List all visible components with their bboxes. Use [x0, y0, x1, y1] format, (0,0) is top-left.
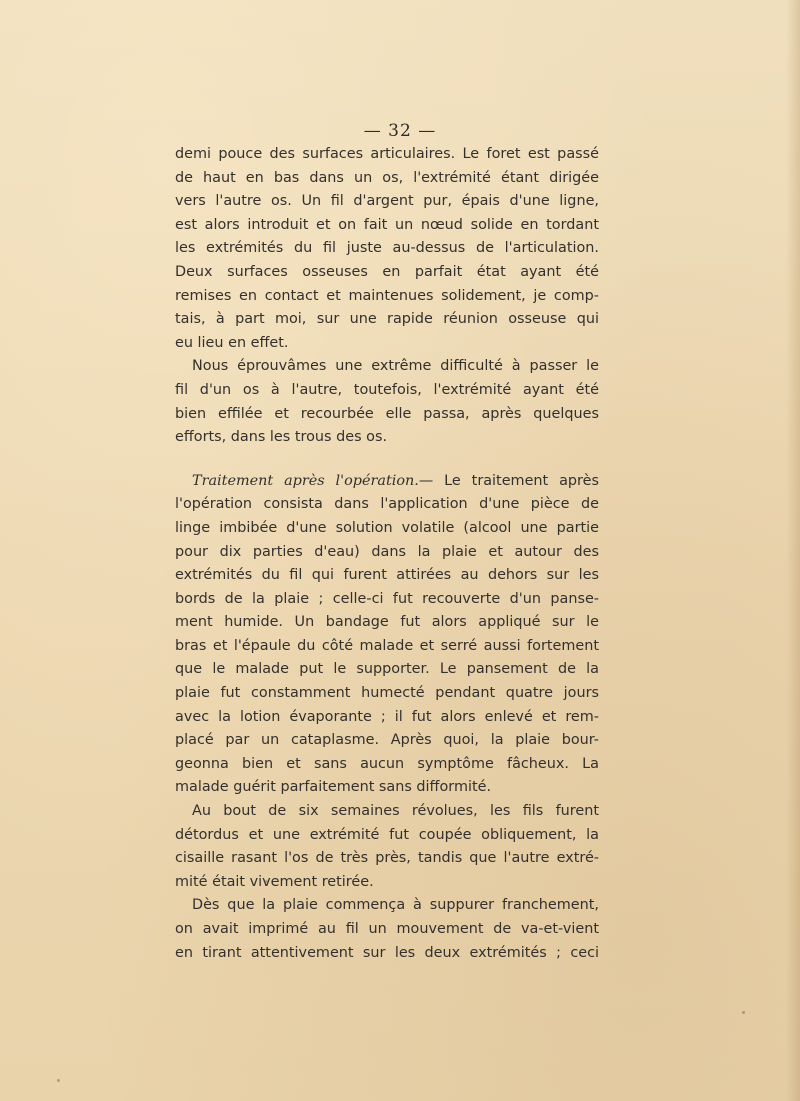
text-line: malade guérit parfaitement sans difformité.	[175, 779, 492, 796]
text-line: efforts, dans les trous des os.	[175, 429, 388, 446]
text-line: Nous éprouvâmes une extrême difficulté à passer le	[192, 358, 599, 375]
section-heading: Traitement après l'opération.	[192, 472, 419, 489]
text-line: que le malade put le supporter. Le pansement de la	[175, 661, 599, 678]
text-line: demi pouce des surfaces articulaires. Le foret est passé	[175, 146, 599, 162]
text-line: eu lieu en effet.	[175, 334, 289, 351]
paper-speck	[742, 1011, 745, 1014]
body-text	[175, 143, 599, 965]
text-line: placé par un cataplasme. Après quoi, la plaie bour-	[175, 732, 599, 749]
text-line: Dès que la plaie commença à suppurer franchement,	[192, 897, 599, 914]
paper-speck	[265, 880, 268, 883]
text-line: plaie fut constamment humecté pendant quatre jours	[175, 685, 599, 702]
text-line: l'opération consista dans l'application d'une pièce de	[175, 496, 599, 513]
text-line: bords de la plaie ; celle-ci fut recouverte d'un panse-	[175, 590, 599, 607]
text-line: tais, à part moi, sur une rapide réunion osseuse qui	[175, 311, 599, 328]
paper-speck	[57, 1079, 60, 1082]
text-line: avec la lotion évaporante ; il fut alors enlevé et rem-	[175, 708, 599, 725]
text-line: remises en contact et maintenues solidement, je comp-	[175, 287, 599, 304]
text-line: bras et l'épaule du côté malade et serré aussi fortement	[175, 637, 599, 654]
text-line: pour dix parties d'eau) dans la plaie et autour des	[175, 543, 599, 560]
text-line: les extrémités du fil juste au-dessus de l'articulation.	[175, 240, 599, 257]
text-line: est alors introduit et on fait un nœud solide en tordant	[175, 216, 599, 233]
text-line: mité était vivement retirée.	[175, 873, 374, 890]
text-line: linge imbibée d'une solution volatile (alcool une partie	[175, 519, 599, 536]
page-number: — 32 —	[363, 121, 437, 141]
text-line: ment humide. Un bandage fut alors appliqué sur le	[175, 614, 599, 631]
text-line: bien effilée et recourbée elle passa, après quelques	[175, 405, 599, 422]
page-edge-shadow	[786, 0, 800, 1101]
text-line: détordus et une extrémité fut coupée obliquement, la	[175, 826, 599, 843]
text-line: Deux surfaces osseuses en parfait état ayant été	[175, 263, 599, 280]
text-line: fil d'un os à l'autre, toutefois, l'extrémité ayant été	[175, 381, 599, 398]
text-line: geonna bien et sans aucun symptôme fâcheux. La	[175, 755, 599, 772]
text-line: extrémités du fil qui furent attirées au dehors sur les	[175, 567, 599, 584]
text-line: de haut en bas dans un os, l'extrémité étant dirigée	[175, 169, 599, 186]
text-line: en tirant attentivement sur les deux extrémités ; ceci	[175, 944, 599, 961]
section-heading-continuation: — Le traitement après	[418, 472, 599, 489]
text-line: on avait imprimé au fil un mouvement de va-et-vient	[175, 921, 599, 937]
text-line: vers l'autre os. Un fil d'argent pur, épais d'une ligne,	[175, 193, 599, 210]
paragraph-gap	[175, 450, 599, 470]
text-line: cisaille rasant l'os de très près, tandis que l'autre extré-	[175, 850, 599, 867]
text-line: Au bout de six semaines révolues, les fils furent	[192, 803, 599, 820]
section-heading-line	[175, 470, 599, 494]
